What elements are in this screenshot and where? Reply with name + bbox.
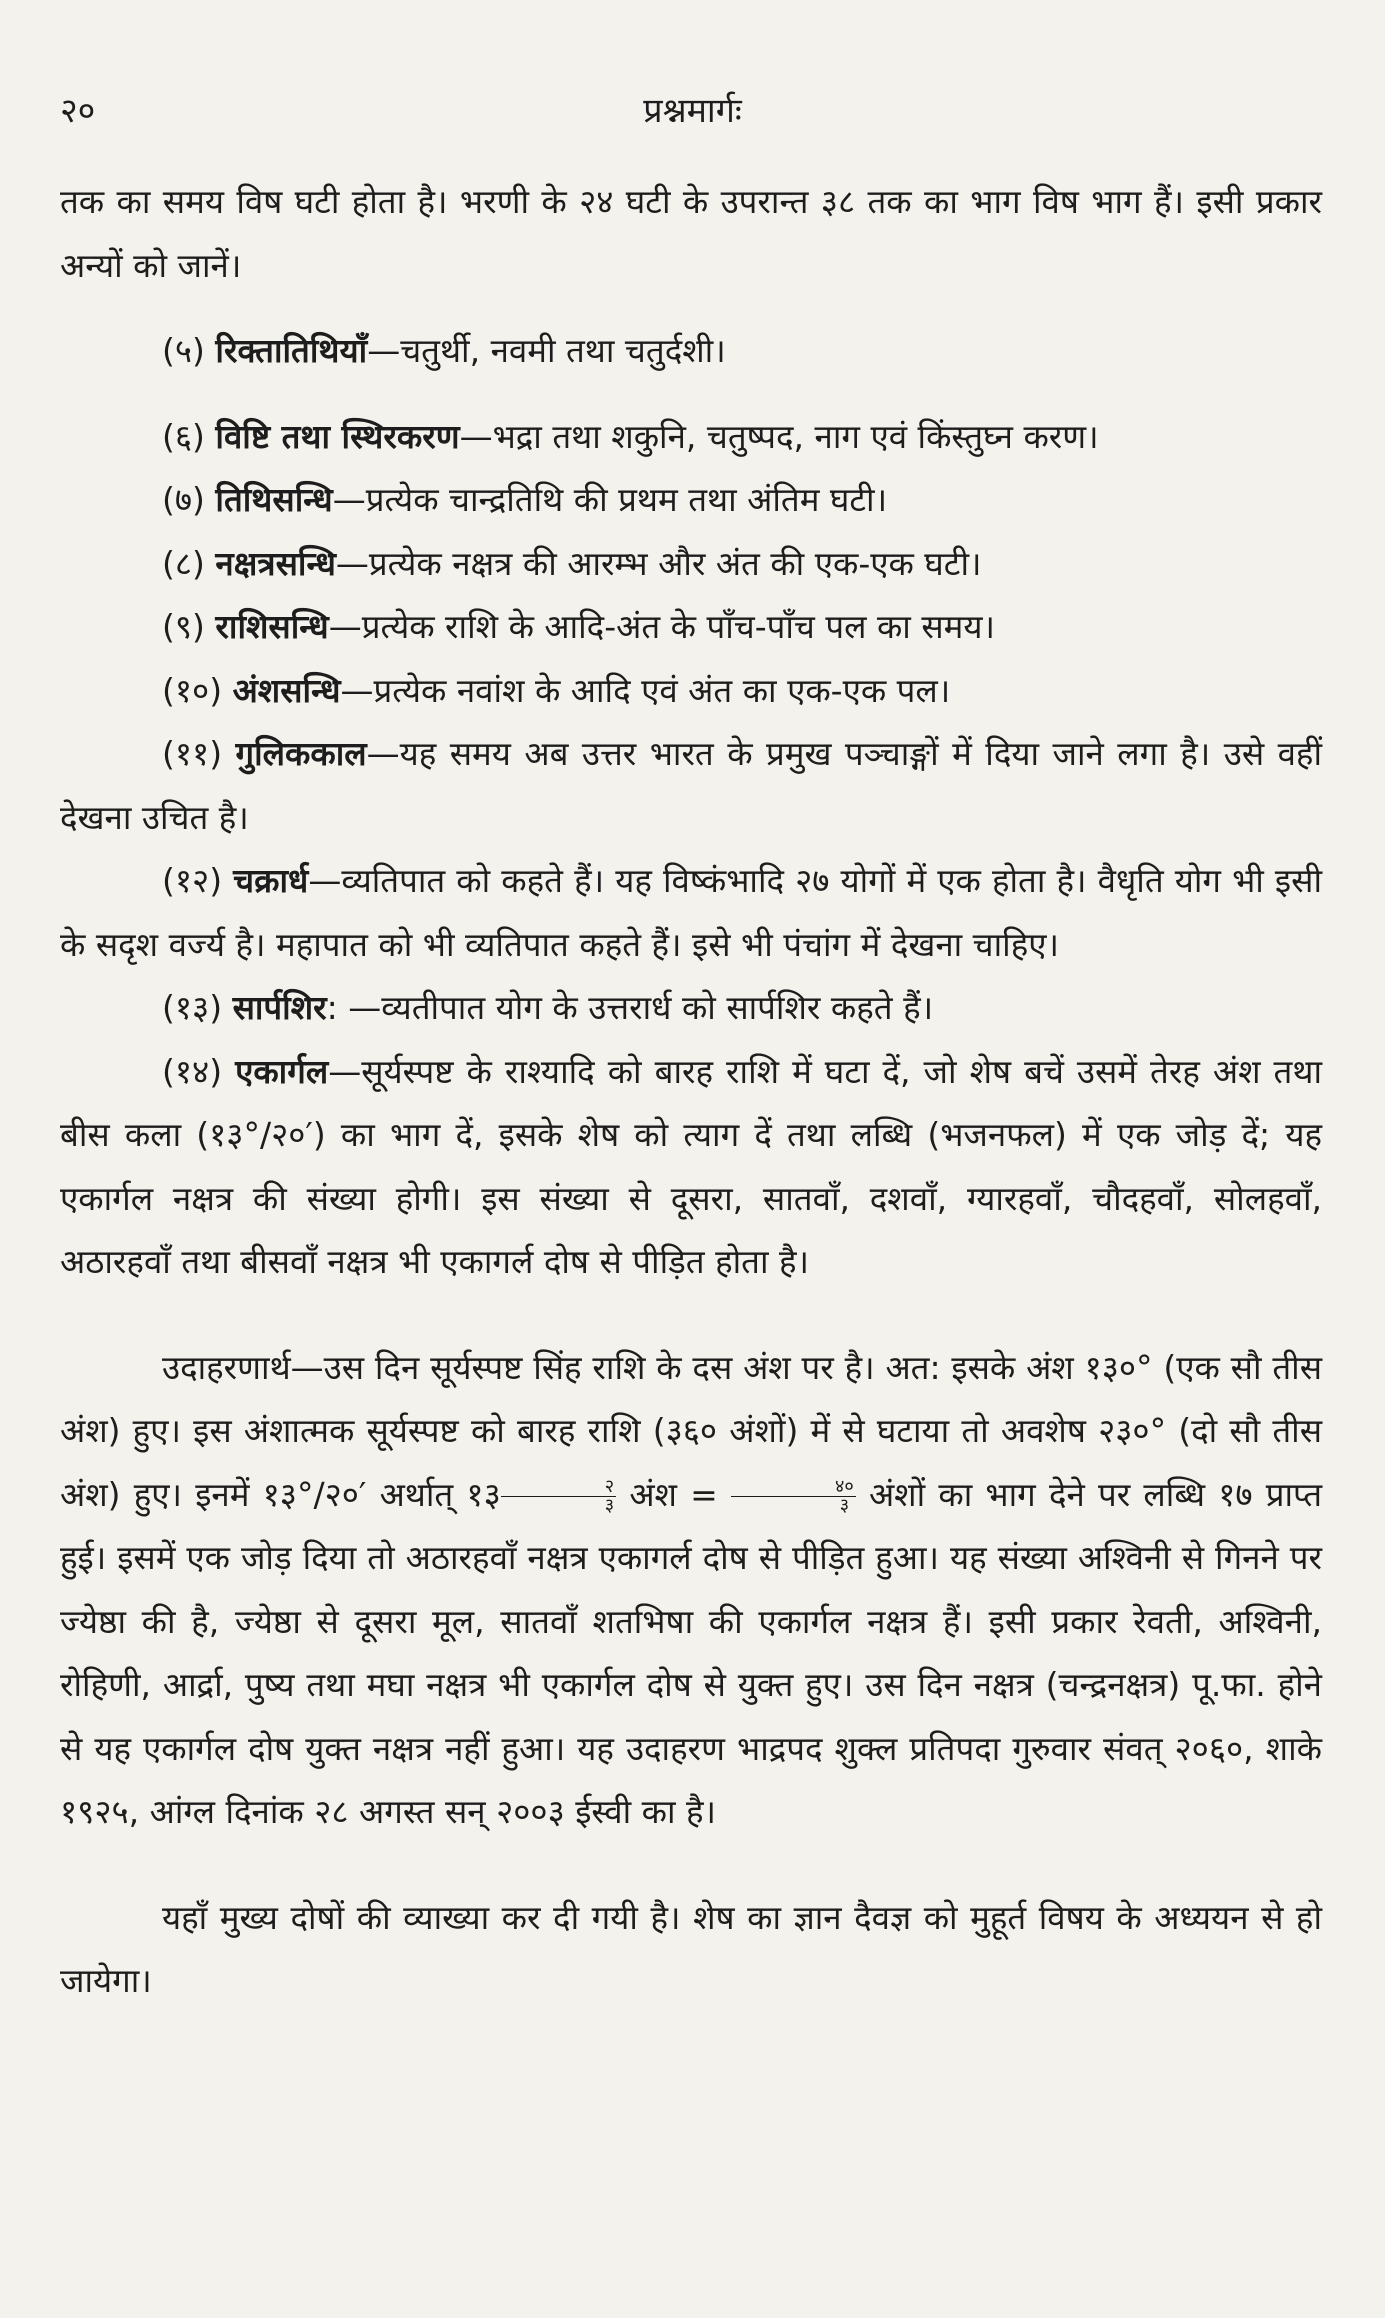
item-text: —प्रत्येक चान्द्रतिथि की प्रथम तथा अंतिम घटी। [332,480,888,519]
item-number: (१३) [162,988,233,1027]
item-term: चक्रार्ध [233,861,309,900]
fraction [731,1475,856,1516]
item-number: (८) [162,543,216,583]
item-term: तिथिसन्धि [215,480,333,519]
item-8 [60,532,1322,596]
paragraph-continuation: तक का समय विष घटी होता है। भरणी के २४ घटी के उपरान्त ३८ तक का भाग विष भाग हैं। इसी प्रकार अन्यों को जानें। [60,182,1322,285]
item-5 [60,319,1322,383]
item-term: राशिसन्धि [215,607,329,646]
item-term: सार्पशिर [232,988,327,1027]
item-6 [60,405,1322,469]
item-12 [60,849,1322,976]
item-number: (९) [162,607,216,646]
item-term: अंशसन्धि [232,670,341,710]
item-text: —यह समय अब उत्तर भारत के प्रमुख पञ्चाङ्गों में दिया जाने लगा है। उसे वहीं देखना उचित है। [60,734,1322,837]
fraction-denominator: ३ [839,1494,850,1516]
item-term: नक्षत्रसन्धि [215,543,336,583]
fraction-numerator: २ [501,1478,616,1497]
fraction-numerator: ४० [731,1478,856,1497]
page-header [0,86,1385,146]
item-text: —व्यतिपात को कहते हैं। यह विष्कंभादि २७ योगों में एक होता है। वैधृति योग भी इसी के सदृश वर्ज्य है। महापात को भी व्यतिपात कहते हैं। इसे भी पंचांग में देखना चाहिए। [60,861,1322,964]
item-number: (५) [162,331,216,370]
mixed-fraction [501,1475,616,1516]
example-text-c: अंशों का भाग देने पर लब्धि १७ प्राप्त हुई। इसमें एक जोड़ दिया तो अठारहवाँ नक्षत्र एकागर्ल दोष से पीड़ित हुआ। यह संख्या अश्विनी से गिनने पर ज्येष्ठा की है, ज्येष्ठा से दूसरा मूल, सातवाँ शतभिषा की एकार्गल नक्षत्र हैं। इसी प्रकार रेवती, अश्विनी, रोहिणी, आर्द्रा, पुष्य तथा मघा नक्षत्र भी एकार्गल दोष से युक्त हुए। उस दिन नक्षत्र (चन्द्रनक्षत्र) पू.फा. होने से यह एकार्गल दोष युक्त नक्षत्र नहीं हुआ। यह उदाहरण भाद्रपद शुक्ल प्रतिपदा गुरुवार संवत् २०६०, शाके १९२५, आंग्ल दिनांक २८ अगस्त सन् २००३ ईस्वी का है। [60,1474,1323,1831]
item-number: (६) [162,416,216,456]
item-14 [60,1040,1322,1294]
fraction-denominator: ३ [604,1494,615,1516]
item-term: गुलिककाल [235,734,367,773]
item-number: (७) [162,480,216,519]
item-number: (११) [162,734,236,773]
item-number: (१२) [162,861,234,900]
item-number: (१०) [162,670,233,710]
item-13 [60,976,1322,1040]
item-text: —प्रत्येक नक्षत्र की आरम्भ और अंत की एक-एक घटी। [335,543,982,583]
item-text: —सूर्यस्पष्ट के राश्यादि को बारह राशि में घटा दें, जो शेष बचें उसमें तेरह अंश तथा बीस कला (१३°/२०′) का भाग दें, इसके शेष को त्याग दें तथा लब्धि (भजनफल) में एक जोड़ दें; यह एकार्गल नक्षत्र की संख्या होगी। इस संख्या से दूसरा, सातवाँ, दशवाँ, ग्यारहवाँ, चौदहवाँ, सोलहवाँ, अठारहवाँ तथा बीसवाँ नक्षत्र भी एकागर्ल दोष से पीड़ित होता है। [60,1051,1322,1281]
running-title: प्रश्नमार्गः [643,91,742,131]
item-7 [60,468,1322,532]
item-text: —भद्रा तथा शकुनि, चतुष्पद, नाग एवं किंस्तुघ्न करण। [459,416,1099,456]
page-body [60,170,1322,2013]
item-term: विष्टि तथा स्थिरकरण [215,416,460,456]
item-text: —चतुर्थी, नवमी तथा चतुर्दशी। [367,331,726,370]
example-text-b: अंश = [616,1474,732,1514]
page-number: २० [60,91,96,131]
item-10 [60,659,1322,723]
closing-paragraph: यहाँ मुख्य दोषों की व्याख्या कर दी गयी है। शेष का ज्ञान दैवज्ञ को मुहूर्त विषय के अध्ययन से हो जायेगा। [60,1897,1322,2000]
example-paragraph [60,1336,1322,1844]
item-11 [60,722,1322,849]
item-text: : —व्यतीपात योग के उत्तरार्ध को सार्पशिर कहते हैं। [326,988,934,1027]
item-text: —प्रत्येक राशि के आदि-अंत के पाँच-पाँच पल का समय। [328,607,996,646]
item-term: एकार्गल [235,1051,329,1091]
item-text: —प्रत्येक नवांश के आदि एवं अंत का एक-एक पल। [340,670,951,710]
item-term: रिक्तातिथियाँ [215,331,368,370]
item-9 [60,595,1322,659]
example-text-a: उदाहरणार्थ—उस दिन सूर्यस्पष्ट सिंह राशि के दस अंश पर है। अत: इसके अंश १३०° (एक सौ तीस अंश) हुए। इस अंशात्मक सूर्यस्पष्ट को बारह राशि (३६० अंशों) में से घटाया तो अवशेष २३०° (दो सौ तीस अंश) हुए। इनमें १३°/२०′ अर्थात् १३ [60,1347,1322,1514]
item-number: (१४) [162,1051,236,1091]
